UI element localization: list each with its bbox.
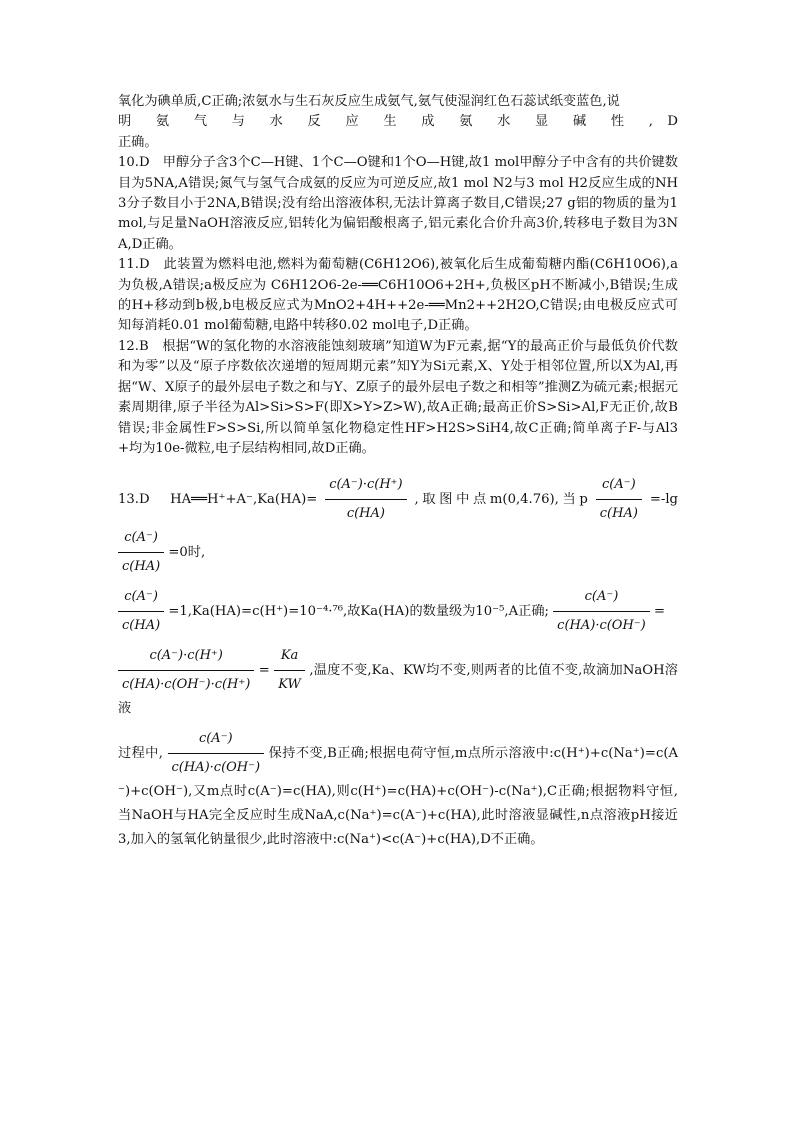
k-ratio-denominator: KW (278, 677, 301, 693)
answer-page (118, 92, 678, 852)
p-fraction (596, 473, 642, 526)
lg-numerator: c(A⁻) (118, 526, 164, 553)
q13-text-6: = (258, 663, 270, 679)
ka-denominator: c(HA) (346, 506, 385, 522)
q13-lead: 13.D HA══H⁺+A⁻,Ka(HA)= (118, 492, 318, 508)
q13-text-3: =0时, (168, 545, 206, 561)
ratio-numerator: c(A⁻) (118, 585, 164, 612)
expanded-denominator: c(HA)·c(OH⁻)·c(H⁺) (122, 677, 251, 693)
answer-10: 10.D 甲醇分子含3个C—H键、1个C—O键和1个O—H键,故1 mol甲醇分子中含有的共价键数目为5NA,A错误;氮气与氢气合成氨的反应为可逆反应,故1 mol N2与3 mol H2反应生成的NH3分子数目小于2NA,B错误;没有给出溶液体积,无法计算离子数目,C错误;27 g铝的物质的量为1 mol,与足量NaOH溶液反应,铝转化为偏铝酸根离子,铝元素化合价升高3价,转移电子数目为3NA,D正确。 (118, 155, 678, 252)
expanded-numerator: c(A⁻)·c(H⁺) (118, 644, 254, 671)
q13-text-4: =1,Ka(HA)=c(H⁺)=10⁻⁴·⁷⁶,故Ka(HA)的数量级为10⁻⁵,A正确; (168, 604, 549, 620)
q13-text-8b: 保持不变,B正确;根据电荷守恒,m点所示溶液中:c(H⁺)+c(Na⁺)=c(A⁻)+c(OH⁻),又m点时c(A⁻)=c(HA),则c(H⁺)=c(HA)+c(OH⁻)-c(Na⁺),C正确;根据物料守恒,当NaOH与HA完全反应时生成NaA,c(Na⁺)=c(A⁻)+c(HA),此时溶液显碱性,n点溶液pH接近3,加入的氢氧化钠量很少,此时溶液中:c(Na⁺)<c(A⁻)+c(HA),D不正确。 (118, 746, 678, 848)
k-ratio-numerator: Ka (274, 644, 305, 671)
p-denominator: c(HA) (599, 506, 638, 522)
ratio-b-numerator: c(A⁻) (553, 585, 650, 612)
ka-numerator: c(A⁻)·c(H⁺) (325, 473, 406, 500)
q13-text-7: ,温度不变,Ka、KW均不变,则两者的比值不变,故滴加NaOH溶液 (118, 663, 678, 717)
answer-12: 12.B 根据“W的氢化物的水溶液能蚀刻玻璃”知道W为F元素,据“Y的最高正价与最低负价代数和为零”以及“原子序数依次递增的短周期元素”知Y为Si元素,X、Y处于相邻位置,所以X为Al,再据“W、X原子的最外层电子数之和与Y、Z原子的最外层电子数之和相等”推测Z为硫元素;根据元素周期律,原子半径为Al>Si>S>F(即X>Y>Z>W),故A正确;最高正价S>Si>Al,F无正价,故B错误;非金属性F>S>Si,所以简单氢化物稳定性HF>H2S>SiH4,故C正确;简单离子F-与Al3+均为10e-微粒,电子层结构相同,故D正确。 (118, 338, 678, 456)
answer-11: 11.D 此装置为燃料电池,燃料为葡萄糖(C6H12O6),被氧化后生成葡萄糖内酯(C6H10O6),a为负极,A错误;a极反应为 C6H12O6-2e-══C6H10O6+2H+,负极区pH不断减小,B错误;生成的H+移动到b极,b电极反应式为MnO2+4H++2e-══Mn2++2H2O,C错误;由电极反应式可知每消耗0.01 mol葡萄糖,电路中转移0.02 mol电子,D正确。 (118, 257, 678, 334)
q13-text-8a: 过程中, (118, 746, 163, 762)
answer-13 (118, 473, 678, 852)
ka-fraction (325, 473, 406, 526)
p-numerator: c(A⁻) (596, 473, 642, 500)
ratio-fraction (118, 585, 164, 638)
q13-text-2: =-lg (649, 492, 678, 508)
k-ratio-fraction (274, 644, 305, 697)
final-numerator: c(A⁻) (168, 727, 265, 754)
line-3: 正确。 (118, 134, 158, 150)
q13-text-5: = (653, 604, 665, 620)
final-denominator: c(HA)·c(OH⁻) (171, 760, 261, 776)
expanded-fraction (118, 644, 254, 697)
q13-text-1: ,取图中点m(0,4.76),当p (414, 492, 588, 508)
final-fraction (168, 727, 265, 780)
line-2: 明 氨 气 与 水 反 应 生 成 氨 水 显 碱 性 , D (118, 114, 678, 130)
ratio-b-fraction (553, 585, 650, 638)
lg-denominator: c(HA) (122, 559, 161, 575)
ratio-b-denominator: c(HA)·c(OH⁻) (557, 618, 646, 634)
line-1: 氧化为碘单质,C正确;浓氨水与生石灰反应生成氨气,氨气使湿润红色石蕊试纸变蓝色,说 (118, 94, 620, 109)
lg-fraction (118, 526, 164, 579)
ratio-denominator: c(HA) (122, 618, 161, 634)
